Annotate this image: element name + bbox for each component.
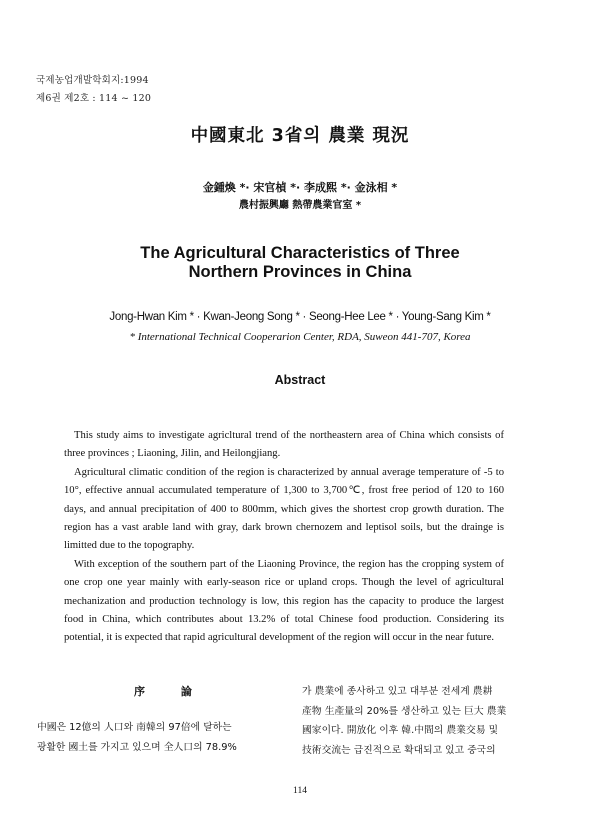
journal-name: 국제농업개발학회지:1994 [36, 75, 149, 86]
english-affiliation: * International Technical Cooperarion Center, RDA, Suweon 441-707, Korea [129, 331, 471, 343]
text-line: 技術交流는 급진적으로 확대되고 있고 중국의 [302, 744, 496, 756]
abstract-body [64, 427, 504, 648]
abstract-heading: Abstract [274, 373, 326, 387]
journal-issue: 제6권 제2호 : 114 ~ 120 [36, 93, 152, 104]
text-line: 產物 生產量의 20%를 생산하고 있는 巨大 農業 [302, 705, 507, 717]
introduction-right-column [302, 682, 542, 760]
text-line: 가 農業에 종사하고 있고 대부분 전세계 農耕 [302, 686, 493, 697]
text-line: 國家이다. 開放化 이후 韓.中間의 農業交易 및 [302, 725, 499, 737]
english-title-line2: Northern Provinces in China [188, 263, 412, 281]
abstract-paragraph-1: This study aims to investigate agricltural trend of the northeastern area of China which consists of three provinces ; Liaoning, Jilin, and Heilongjiang. [64, 430, 504, 460]
korean-title: 中國東北 3省의 農業 現況 [190, 126, 410, 146]
korean-authors: 金鍾煥 *· 宋官楨 *· 李成熙 *· 金泳相 * [202, 181, 398, 194]
text-line: 中國은 12億의 人口와 南韓의 97倍에 달하는 [37, 722, 232, 733]
english-authors: Jong-Hwan Kim * · Kwan-Jeong Song * · Seong-Hee Lee * · Young-Sang Kim * [109, 311, 491, 323]
korean-affiliation: 農村振興廳 熱帶農業官室 * [238, 200, 362, 211]
abstract-paragraph-3: With exception of the southern part of the Liaoning Province, the region has the cropping system of one crop one year mainly with early-season rice or upland crops. Though the level of agricultural mechanization and production technology is low, this region has the capacity to produce the largest food in China, which contributes about 13.2% of total Chinese food production. Considering its potential, it is expected that rapid agricultural development of the region will occur in the near future. [64, 558, 504, 644]
english-title-line1: The Agricultural Characteristics of Three [140, 244, 460, 262]
introduction-heading: 序 論 [134, 685, 208, 698]
text-line: 광활한 國土를 가지고 있으며 全人口의 78.9% [37, 741, 237, 753]
introduction-left-column [37, 718, 277, 757]
page-number: 114 [293, 786, 307, 796]
abstract-paragraph-2: Agricultural climatic condition of the region is characterized by annual average temperature of -5 to 10°, effective annual accumulated temperature of 1,300 to 3,700℃, frost free period of 120 to 160 days, and annual precipitation of 400 to 800mm, which gives the shortest crop growth duration. The region has a vast arable land with gray, dark brown chernozem and leptisol soils, but the drainge is limitted due to the topography. [64, 466, 504, 552]
english-title [0, 244, 600, 282]
